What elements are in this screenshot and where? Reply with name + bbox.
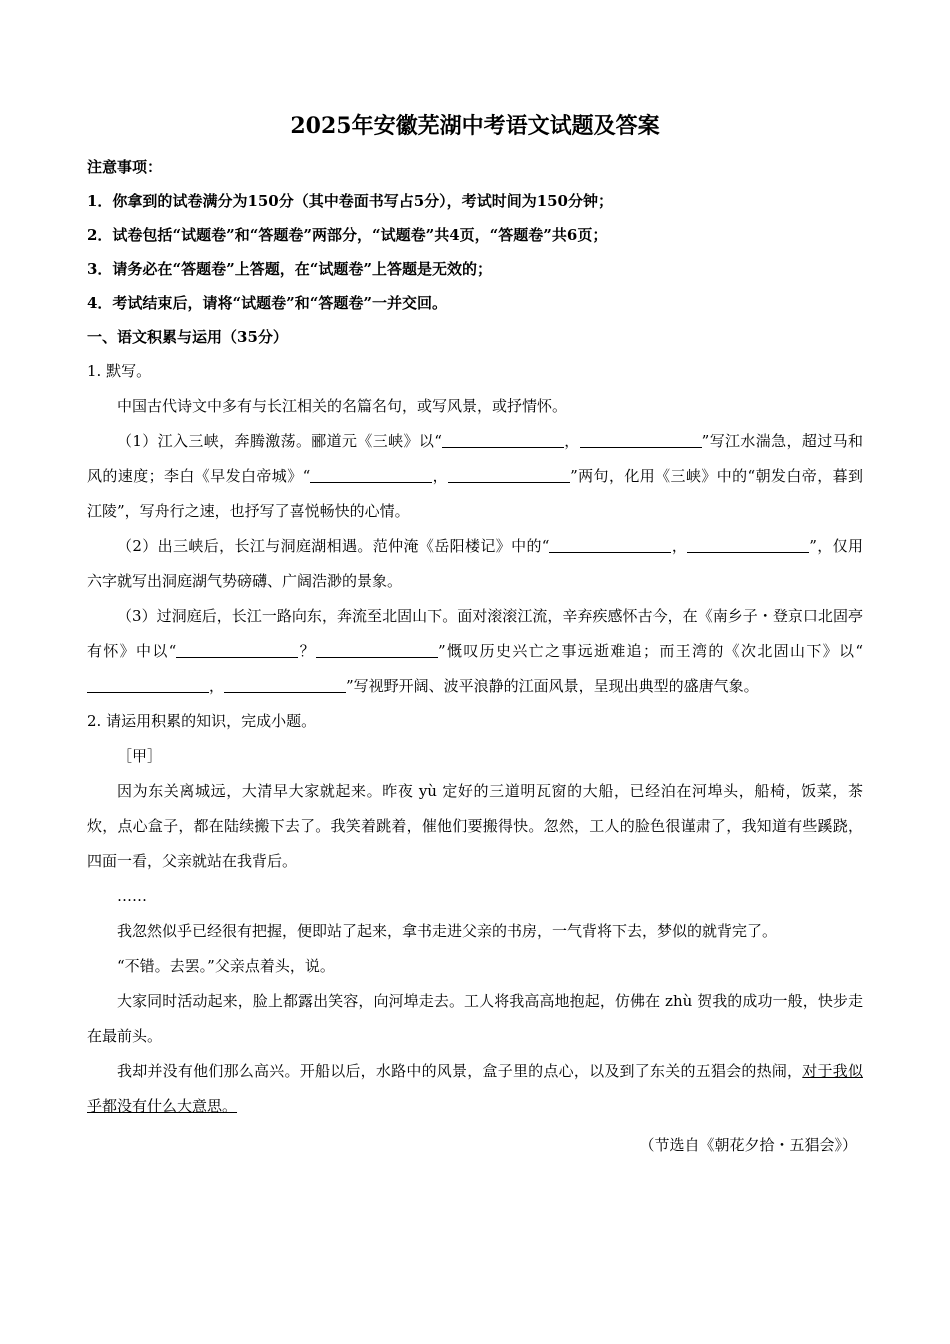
question-1-part-2 xyxy=(87,529,863,599)
passage-paragraph xyxy=(87,1054,863,1124)
answer-blank[interactable] xyxy=(448,466,570,483)
answer-blank[interactable] xyxy=(580,431,702,448)
passage-paragraph: “不错。去罢。”父亲点着头，说。 xyxy=(117,957,335,975)
question-1-part-3 xyxy=(87,599,863,704)
text: ”慨叹历史兴亡之事远逝难追；而王湾的《次北固山下》以“ xyxy=(438,642,863,660)
text: （3）过洞庭后，长江一路向东，奔流至北固山下。面对滚滚江流，辛弃疾感怀古今，在《南乡子・登京口北固亭有怀》中以“ xyxy=(87,607,863,660)
passage-paragraph: 因为东关离城远，大清早大家就起来。昨夜 yù 定好的三道明瓦窗的大船，已经泊在河埠头，船椅，饭菜，茶炊，点心盒子，都在陆续搬下去了。我笑着跳着，催他们要搬得快。忽然，工人的脸色很谨肃了，我知道有些蹊跷，四面一看，父亲就站在我背后。 xyxy=(87,782,863,870)
underlined-sentence: 对于我似乎都没有什么大意思。 xyxy=(87,1062,863,1115)
passage-label-jia: ［甲］ xyxy=(117,747,163,765)
section-title: 一、语文积累与运用（35分） xyxy=(87,328,288,346)
answer-blank[interactable] xyxy=(316,641,438,658)
answer-blank[interactable] xyxy=(87,676,209,693)
text: ， xyxy=(563,432,580,450)
text: ”两句，化用《三峡》中的“朝发白帝，暮到江陵”，写舟行之速，也抒写了喜悦畅快的心情。 xyxy=(87,467,864,520)
text: ， xyxy=(671,537,688,555)
passage-paragraph: 大家同时活动起来，脸上都露出笑容，向河埠走去。工人将我高高地抱起，仿佛在 zhù 贺我的成功一般，快步走在最前头。 xyxy=(87,992,863,1045)
answer-blank[interactable] xyxy=(442,431,564,448)
question-1-label: 1. 默写。 xyxy=(87,362,152,380)
document-body xyxy=(87,106,863,1163)
text: （2）出三峡后，长江与洞庭湖相遇。范仲淹《岳阳楼记》中的“ xyxy=(117,537,550,555)
question-2-label: 2. 请运用积累的知识，完成小题。 xyxy=(87,712,317,730)
answer-blank[interactable] xyxy=(176,641,298,658)
notice-item: 3．请务必在“答题卷”上答题，在“试题卷”上答题是无效的； xyxy=(87,260,492,278)
notice-item: 4．考试结束后，请将“试题卷”和“答题卷”一并交回。 xyxy=(87,294,447,312)
text: ？ xyxy=(298,642,317,660)
text: ， xyxy=(432,467,449,485)
text: ， xyxy=(209,677,225,695)
notice-item: 2．试卷包括“试题卷”和“答题卷”两部分，“试题卷”共4页，“答题卷”共6页； xyxy=(87,226,608,244)
answer-blank[interactable] xyxy=(310,466,432,483)
notice-item: 1．你拿到的试卷满分为150分（其中卷面书写占5分），考试时间为150分钟； xyxy=(87,192,613,210)
answer-blank[interactable] xyxy=(687,536,809,553)
question-1-part-1 xyxy=(87,424,863,529)
passage-paragraph: 我忽然似乎已经很有把握，便即站了起来，拿书走进父亲的书房，一气背将下去，梦似的就背完了。 xyxy=(117,922,778,940)
text: ”写江水湍急，超过马和风的速度；李白《早发白帝城》“ xyxy=(87,432,863,485)
notice-block xyxy=(87,150,863,320)
answer-blank[interactable] xyxy=(549,536,671,553)
text: ”写视野开阔、波平浪静的江面风景，呈现出典型的盛唐气象。 xyxy=(346,677,759,695)
notice-heading: 注意事项： xyxy=(87,158,163,176)
question-1-intro: 中国古代诗文中多有与长江相关的名篇名句，或写风景，或抒情怀。 xyxy=(117,397,568,415)
page-title: 2025年安徽芜湖中考语文试题及答案 xyxy=(290,113,660,139)
text: （1）江入三峡，奔腾激荡。郦道元《三峡》以“ xyxy=(117,432,442,450)
text: ”，仅用六字就写出洞庭湖气势磅礴、广阔浩渺的景象。 xyxy=(87,537,863,590)
passage-ellipsis: …… xyxy=(117,887,147,905)
text: 我却并没有他们那么高兴。开船以后，水路中的风景，盒子里的点心，以及到了东关的五猖会的热闹， xyxy=(117,1062,803,1080)
passage-source: （节选自《朝花夕拾・五猖会》） xyxy=(639,1136,857,1154)
answer-blank[interactable] xyxy=(224,676,346,693)
